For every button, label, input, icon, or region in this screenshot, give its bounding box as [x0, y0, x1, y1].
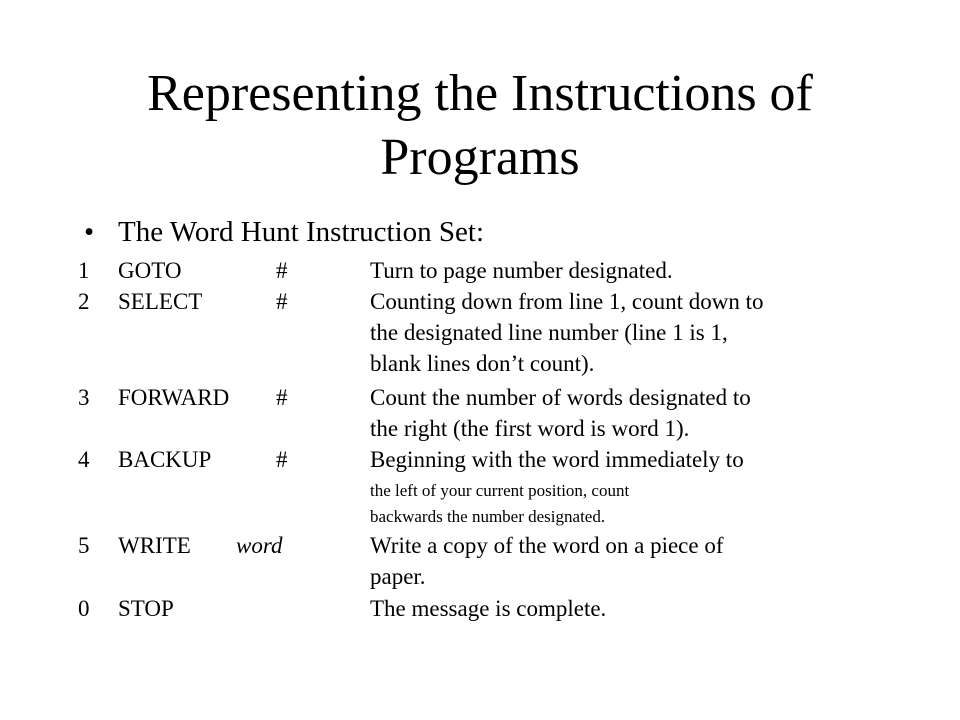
instruction-number: 3 [78, 385, 90, 410]
instruction-opcode: FORWARD [118, 385, 230, 410]
instruction-number: 5 [78, 533, 90, 558]
bullet-icon: • [84, 216, 95, 248]
instruction-number: 0 [78, 596, 90, 621]
instruction-argument: # [276, 385, 288, 410]
instruction-argument: # [276, 289, 288, 314]
instruction-opcode: SELECT [118, 289, 203, 314]
instruction-description: blank lines don’t count). [370, 351, 595, 376]
instruction-opcode: BACKUP [118, 447, 212, 472]
slide-title [40, 62, 920, 190]
instruction-description: the designated line number (line 1 is 1, [370, 320, 728, 345]
instruction-description: backwards the number designated. [370, 507, 606, 526]
instruction-description: The message is complete. [370, 596, 607, 621]
instruction-description: Turn to page number designated. [370, 258, 673, 283]
title-line-1: Representing the Instructions of [147, 65, 813, 122]
instruction-description: Write a copy of the word on a piece of [370, 533, 724, 558]
instruction-number: 4 [78, 447, 90, 472]
instruction-description: paper. [370, 564, 426, 589]
instruction-opcode: WRITE [118, 533, 191, 558]
title-line-2: Programs [380, 129, 580, 186]
instruction-description: the left of your current position, count [370, 481, 630, 500]
instruction-argument: # [276, 258, 288, 283]
instruction-description: Beginning with the word immediately to [370, 447, 744, 472]
instruction-opcode: STOP [118, 596, 174, 621]
instruction-number: 2 [78, 289, 90, 314]
instruction-description: the right (the first word is word 1). [370, 416, 690, 441]
instruction-opcode: GOTO [118, 258, 182, 283]
instruction-description: Counting down from line 1, count down to [370, 289, 764, 314]
bullet-text: The Word Hunt Instruction Set: [118, 216, 485, 248]
bullet-item [84, 214, 484, 250]
instruction-description: Count the number of words designated to [370, 385, 751, 410]
instruction-number: 1 [78, 258, 90, 283]
instruction-argument: # [276, 447, 288, 472]
instruction-argument: word [236, 533, 283, 558]
